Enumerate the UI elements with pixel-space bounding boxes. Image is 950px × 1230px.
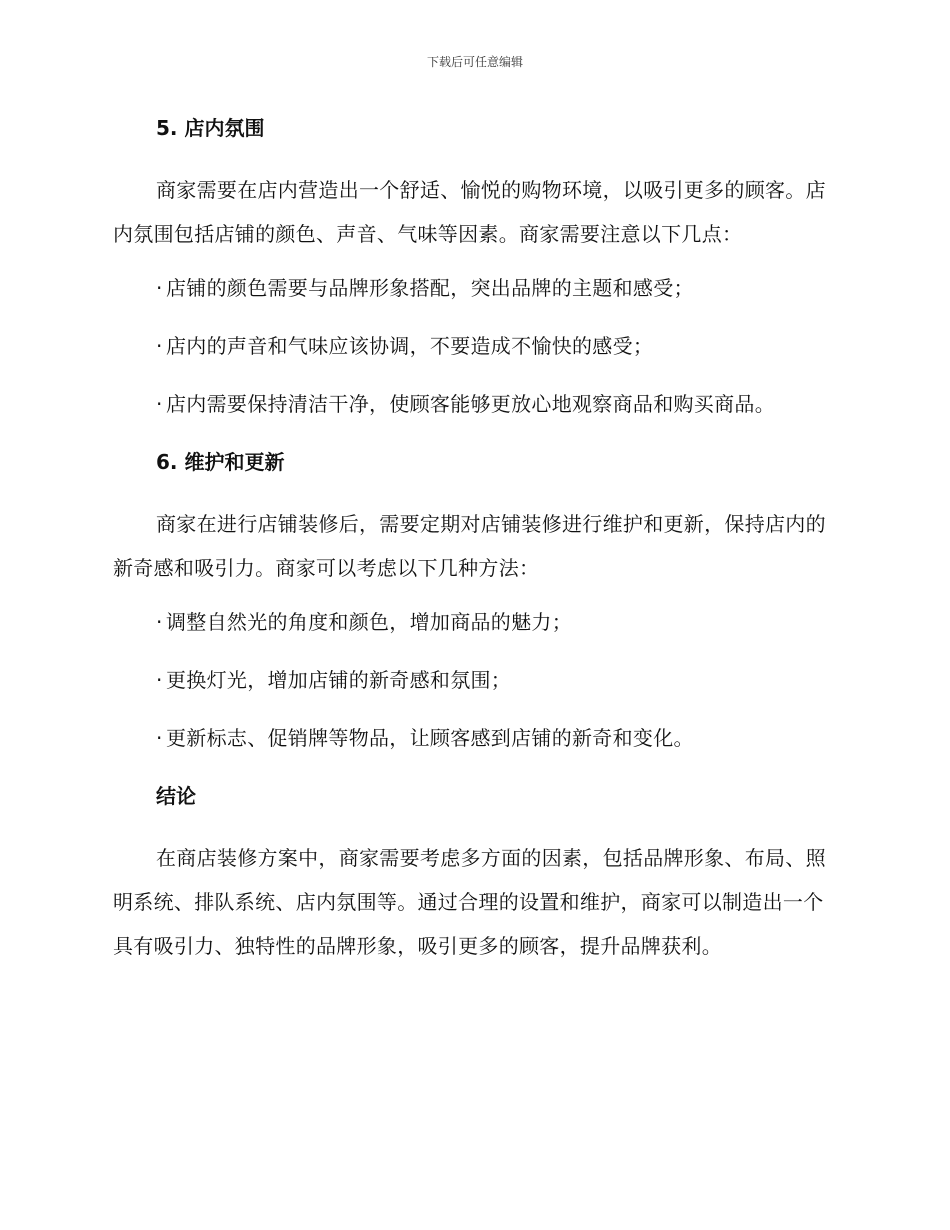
section-heading: 6. 维护和更新	[156, 450, 285, 474]
bullet-item	[113, 662, 835, 698]
document-body	[113, 110, 835, 982]
section-paragraph: 在商店装修方案中，商家需要考虑多方面的因素，包括品牌形象、布局、照明系统、排队系统、店内氛围等。通过合理的设置和维护，商家可以制造出一个具有吸引力、独特性的品牌形象，吸引更多的顾客，提升品牌获利。	[113, 846, 826, 958]
bullet-marker: ·	[156, 668, 163, 692]
page-header: 下载后可任意编辑	[426, 55, 523, 69]
section-heading: 5. 店内氛围	[156, 116, 265, 140]
bullet-marker: ·	[156, 276, 163, 300]
bullet-text: 店内需要保持清洁干净，使顾客能够更放心地观察商品和购买商品。	[166, 392, 775, 416]
bullet-marker: ·	[156, 334, 163, 358]
bullet-item	[113, 604, 835, 640]
bullet-text: 调整自然光的角度和颜色，增加商品的魅力；	[166, 610, 572, 634]
bullet-item	[113, 386, 835, 422]
section-conclusion	[113, 778, 835, 968]
bullet-text: 更新标志、促销牌等物品，让顾客感到店铺的新奇和变化。	[166, 726, 694, 750]
bullet-marker: ·	[156, 392, 163, 416]
bullet-marker: ·	[156, 726, 163, 750]
bullet-item	[113, 270, 835, 306]
section-paragraph: 商家在进行店铺装修后，需要定期对店铺装修进行维护和更新，保持店内的新奇感和吸引力。商家可以考虑以下几种方法：	[113, 512, 826, 580]
section-heading: 结论	[156, 784, 196, 808]
section-paragraph: 商家需要在店内营造出一个舒适、愉悦的购物环境，以吸引更多的顾客。店内氛围包括店铺的颜色、声音、气味等因素。商家需要注意以下几点：	[113, 178, 826, 246]
section-maintenance	[113, 444, 835, 756]
bullet-text: 更换灯光，增加店铺的新奇感和氛围；	[166, 668, 512, 692]
bullet-item	[113, 720, 835, 756]
bullet-text: 店内的声音和气味应该协调，不要造成不愉快的感受；	[166, 334, 654, 358]
bullet-item	[113, 328, 835, 364]
section-atmosphere	[113, 110, 835, 422]
bullet-marker: ·	[156, 610, 163, 634]
bullet-text: 店铺的颜色需要与品牌形象搭配，突出品牌的主题和感受；	[166, 276, 694, 300]
